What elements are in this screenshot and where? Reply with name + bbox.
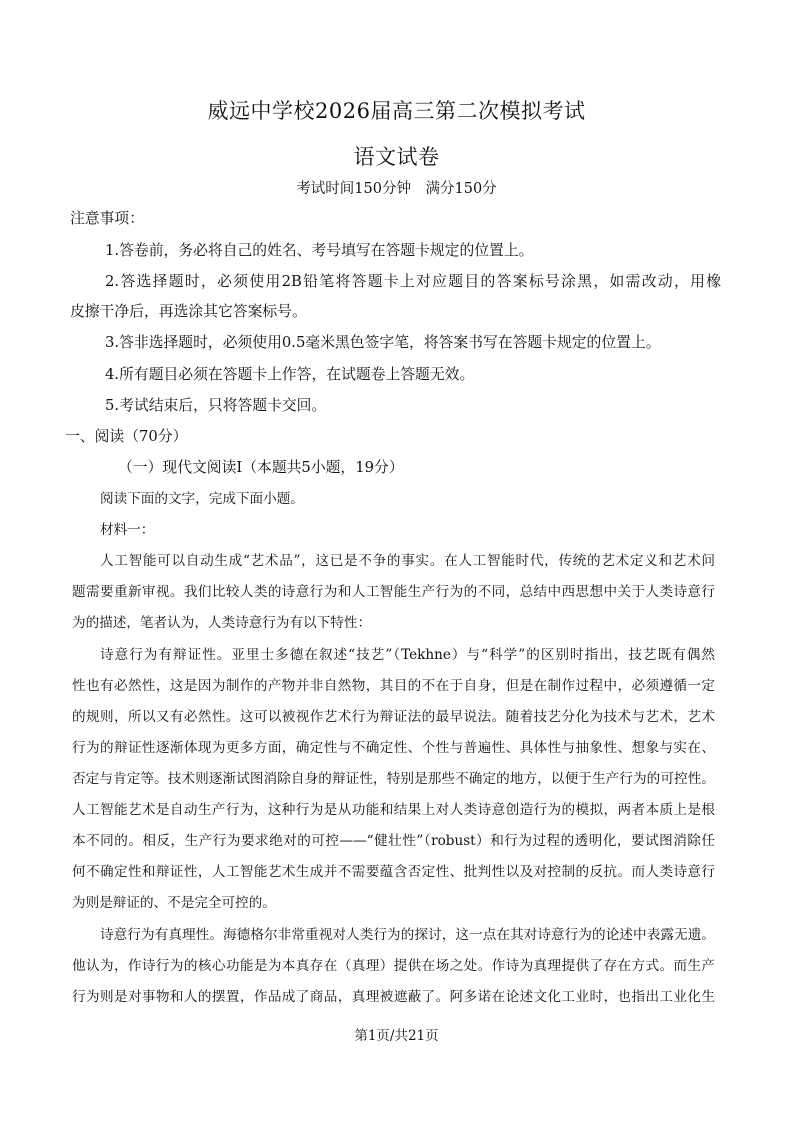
paragraph-line: 行为的辩证性逐渐体现为更多方面，确定性与不确定性、个性与普遍性、具体性与抽象性、想象与实在、 xyxy=(72,740,715,756)
exam-subtitle: 语文试卷 xyxy=(353,145,440,169)
paragraph-line: 诗意行为有真理性。海德格尔非常重视对人类行为的探讨，这一点在其对诗意行为的论述中表露无遗。 xyxy=(100,927,715,943)
instruction-text: 阅读下面的文字，完成下面小题。 xyxy=(100,491,304,507)
paragraph-line: 为的描述，笔者认为，人类诗意行为有以下特性： xyxy=(72,615,372,631)
notice-item: 1.答卷前，务必将自己的姓名、考号填写在答题卡规定的位置上。 xyxy=(105,242,534,259)
paragraph-line: 他认为，作诗行为的核心功能是为本真存在（真理）提供在场之处。作诗为真理提供了存在方式。而生产 xyxy=(72,958,715,974)
notice-heading: 注意事项： xyxy=(70,210,144,227)
notice-item: 皮擦干净后，再选涂其它答案标号。 xyxy=(70,303,307,320)
paragraph-line: 人工智能可以自动生成“艺术品”，这已是不争的事实。在人工智能时代，传统的艺术定义和艺术问 xyxy=(100,553,715,569)
paragraph-line: 性也有必然性，这是因为制作的产物并非自然物，其目的不在于自身，但是在制作过程中，必须遵循一定 xyxy=(72,678,715,694)
notice-item: 3.答非选择题时，必须使用0.5毫米黑色签字笔，将答案书写在答题卡规定的位置上。 xyxy=(105,334,661,351)
paragraph-line: 否定与肯定等。技术则逐渐试图消除自身的辩证性，特别是那些不确定的地方，以便于生产行为的可控性。 xyxy=(72,771,715,787)
paragraph-line: 人工智能艺术是自动生产行为，这种行为是从功能和结果上对人类诗意创造行为的模拟，两者本质上是根 xyxy=(72,802,715,818)
paragraph-line: 本不同的。相反，生产行为要求绝对的可控——“健壮性”（robust）和行为过程的透明化，要试图消除任 xyxy=(72,833,715,849)
notice-item: 2.答选择题时，必须使用2B铅笔将答题卡上对应题目的答案标号涂黑，如需改动，用橡 xyxy=(105,273,721,290)
page-number: 第1页/共21页 xyxy=(354,1028,439,1044)
material-label: 材料一： xyxy=(100,522,155,538)
notice-item: 4.所有题目必须在答题卡上作答，在试题卷上答题无效。 xyxy=(105,366,475,383)
paragraph-line: 题需要重新审视。我们比较人类的诗意行为和人工智能生产行为的不同，总结中西思想中关于人类诗意行 xyxy=(72,584,715,600)
exam-title: 威远中学校2026届高三第二次模拟考试 xyxy=(207,99,586,123)
paragraph-line: 何不确定性和辩证性，人工智能艺术生成并不需要蕴含否定性、批判性以及对控制的反抗。而人类诗意行 xyxy=(72,864,715,880)
sub-section-heading: （一）现代文阅读Ⅰ（本题共5小题，19分） xyxy=(118,459,404,476)
exam-info: 考试时间150分钟 满分150分 xyxy=(296,181,497,197)
paragraph-line: 诗意行为有辩证性。亚里士多德在叙述“技艺”（Tekhne）与“科学”的区别时指出，技艺既有偶然 xyxy=(100,647,715,663)
paragraph-line: 为则是辩证的、不是完全可控的。 xyxy=(72,895,276,911)
paragraph-line: 的规则，所以又有必然性。这可以被视作艺术行为辩证法的最早说法。随着技艺分化为技术与艺术，艺术 xyxy=(72,709,715,725)
paragraph-line: 行为则是对事物和人的摆置，作品成了商品，真理被遮蔽了。阿多诺在论述文化工业时，也指出工业化生 xyxy=(72,989,715,1005)
section-heading: 一、阅读（70分） xyxy=(65,428,188,445)
notice-item: 5.考试结束后，只将答题卡交回。 xyxy=(105,397,327,414)
